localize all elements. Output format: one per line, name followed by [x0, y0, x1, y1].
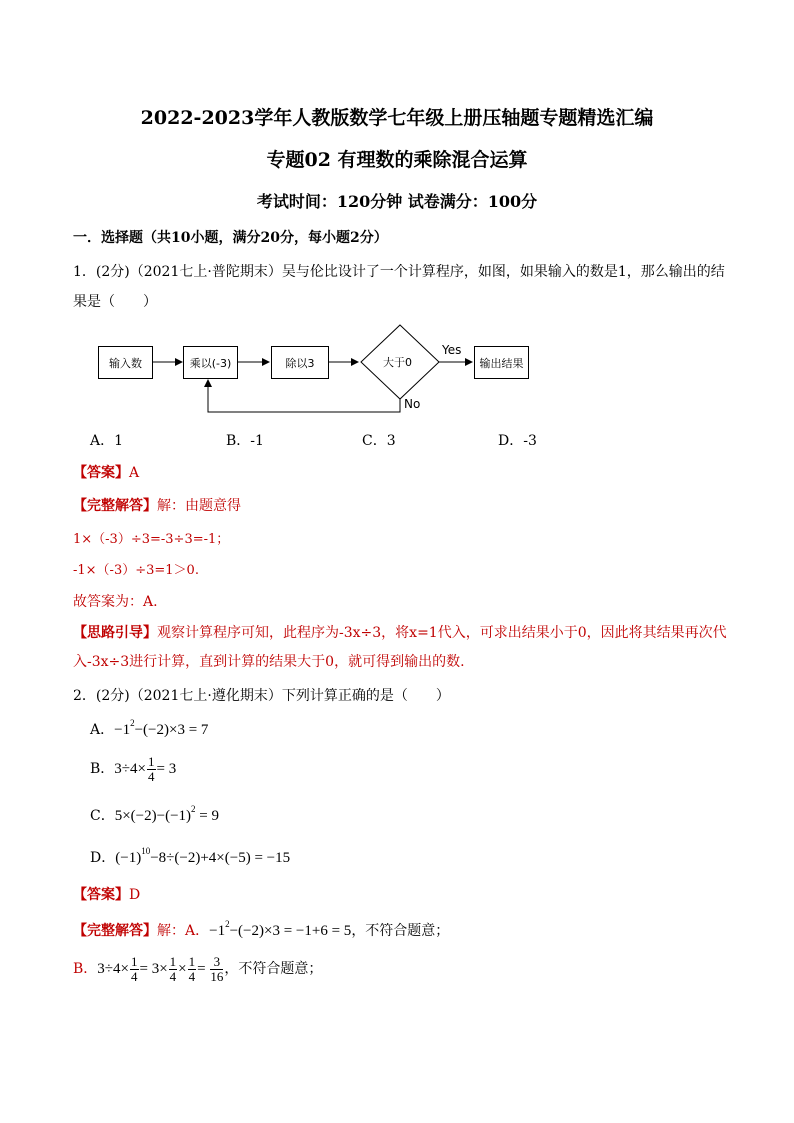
q2-option-b-label: B．: [90, 760, 115, 777]
q1-solution-intro-text: 解：由题意得: [157, 498, 241, 514]
q2-option-c: [90, 805, 219, 825]
document-title: 2022-2023学年人教版数学七年级上册压轴题专题精选汇编: [140, 107, 654, 129]
q2-answer-value: D: [129, 887, 141, 903]
solution-tag: 【完整解答】: [73, 498, 157, 514]
q2-answer-line: [73, 885, 140, 905]
q2-solution-a-tail: ，不符合题意；: [351, 923, 450, 939]
q2-option-a-label: A．: [90, 722, 115, 738]
q1-hint-line1: [73, 623, 727, 643]
flow-output-box: 输出结果: [474, 346, 529, 379]
q2-solution-intro: 解：A．: [157, 923, 210, 939]
q1-solution-line1: 1×（-3）÷3=-3÷3=-1；: [73, 532, 230, 547]
q2-solution-b-label: B．: [73, 960, 98, 977]
q2-stem: 2．(2分)（2021七上·遵化期末）下列计算正确的是（ ）: [73, 688, 450, 704]
q2-option-a-expr: $-1^2-(-2)\times 3 = 7$: [114, 718, 209, 738]
q2-option-c-label: C．: [90, 808, 115, 824]
q2-option-d: [90, 847, 290, 867]
q2-option-b: [90, 755, 176, 784]
q1-option-d: D．-3: [498, 433, 537, 449]
flow-divide-box: 除以3: [271, 346, 329, 379]
q1-option-c: C．3: [362, 433, 396, 449]
q2-solution-a: [73, 921, 449, 941]
q2-option-a: [90, 719, 208, 739]
q1-stem-line2: 果是（ ）: [73, 294, 157, 310]
q2-solution-b: [73, 955, 322, 984]
q1-solution-intro: [73, 496, 241, 516]
q1-option-b: B．-1: [226, 433, 264, 449]
q1-solution-line2: -1×（-3）÷3=1＞0.: [73, 563, 199, 578]
q2-option-d-expr: $(-1)^{10}-8\div(-2)+4\times(-5) = -15$: [115, 846, 291, 866]
q1-option-a: A．1: [90, 433, 124, 449]
q2-option-b-expr: 3÷4× $\frac{1}{4}$ = 3: [114, 754, 177, 784]
q1-conclusion: 故答案为：A.: [73, 594, 158, 610]
q1-hint-text: 观察计算程序可知，此程序为-3x÷3，将x=1代入，可求出结果小于0，因此将其结果再次代: [157, 625, 727, 641]
q1-hint-line2: 入-3x÷3进行计算，直到计算的结果大于0，就可得到输出的数.: [73, 654, 465, 670]
q2-option-c-expr: $5\times(-2)-(-1)^2 = 9$: [114, 804, 220, 824]
exam-info: 考试时间：120分钟 试卷满分：100分: [256, 192, 538, 211]
q2-option-d-label: D．: [90, 850, 116, 866]
q2-solution-b-expr: 3÷4× $\frac{1}{4}$ = 3× $\frac{1}{4}$ × $\frac{1}{4}$ = $\frac{3}{16}$: [97, 954, 224, 984]
q2-solution-a-expr: $-1^2-(-2)\times 3 = -1+6 = 5$: [209, 919, 352, 939]
arrow-no-loop-back: [208, 380, 400, 412]
answer-tag: 【答案】: [73, 465, 129, 481]
flow-multiply-box: 乘以(-3): [183, 346, 238, 379]
answer-tag: 【答案】: [73, 887, 129, 903]
flow-no-label: No: [404, 397, 421, 411]
flow-condition-label: 大于0: [383, 356, 412, 369]
q1-answer-value: A: [129, 465, 140, 481]
flow-yes-label: Yes: [442, 343, 462, 357]
solution-tag: 【完整解答】: [73, 923, 157, 939]
q1-stem-line1: 1．(2分)（2021七上·普陀期末）吴与伦比设计了一个计算程序，如图，如果输入的数是1，那么输出的结: [73, 264, 725, 280]
q2-solution-b-tail: ，不符合题意；: [224, 960, 323, 977]
document-subtitle: 专题02 有理数的乘除混合运算: [266, 149, 528, 171]
flow-input-box: 输入数: [98, 346, 153, 379]
q1-answer-line: [73, 463, 139, 483]
hint-tag: 【思路引导】: [73, 625, 157, 641]
section-heading: 一．选择题（共10小题，满分20分，每小题2分）: [73, 230, 388, 246]
